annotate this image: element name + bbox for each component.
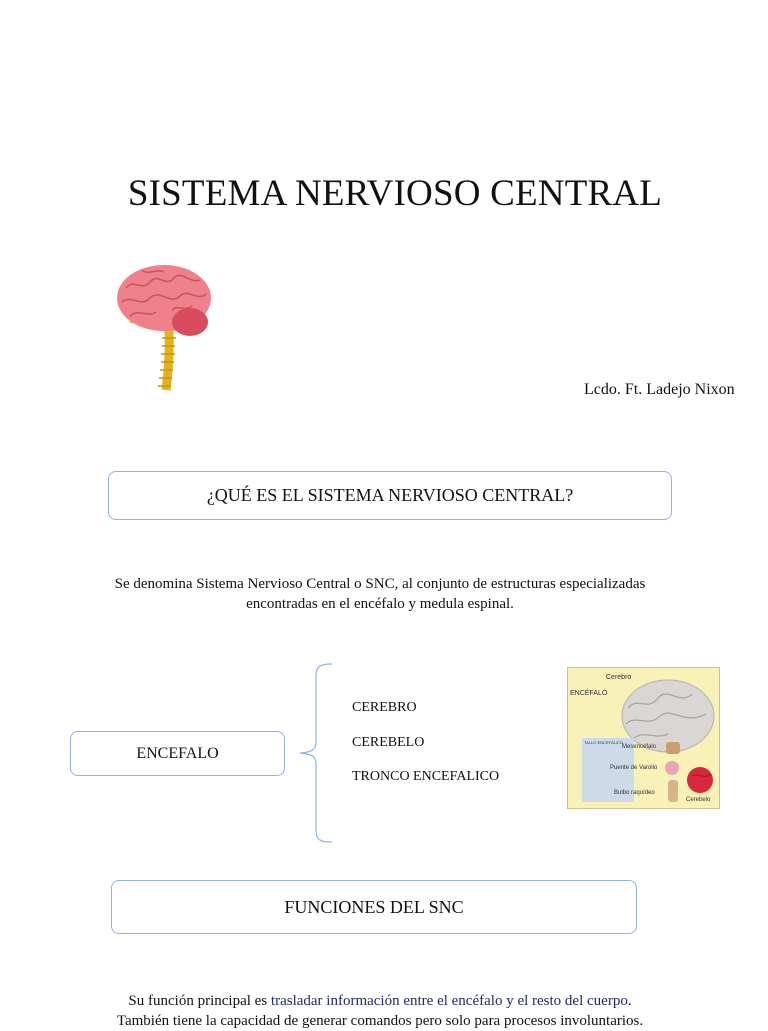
function-line <box>60 991 700 1011</box>
brain-spinal-cord-image <box>112 258 214 394</box>
function-prefix: Su función principal es <box>128 993 271 1009</box>
encefalo-diagram-image <box>567 667 720 809</box>
list-item: CEREBELO <box>352 735 425 750</box>
list-item: TRONCO ENCEFALICO <box>352 769 500 784</box>
figure-label-cerebro: Cerebro <box>606 674 632 681</box>
page-title: SISTEMA NERVIOSO CENTRAL <box>127 173 663 214</box>
figure-label-mesencefalo: Mesencéfalo <box>622 744 657 750</box>
definition-line: encontradas en el encéfalo y medula espinal. <box>246 596 514 612</box>
figure-label-cerebelo: Cerebelo <box>686 797 711 803</box>
cerebellum-shape <box>172 308 208 336</box>
figure-label-bulbo: Bulbo raquídeo <box>614 790 655 796</box>
definition-text <box>90 574 670 614</box>
funciones-box <box>111 880 637 934</box>
list-item: CEREBRO <box>352 700 417 715</box>
left-brace <box>296 662 336 844</box>
encefalo-label: ENCEFALO <box>136 744 219 762</box>
figure-label-encefalo: ENCÉFALO <box>570 690 608 697</box>
function-line: También tiene la capacidad de generar comandos pero solo para procesos involuntarios. <box>116 1013 644 1029</box>
function-highlight: trasladar información entre el encéfalo y el resto del cuerpo <box>270 993 628 1009</box>
definition-line: Se denomina Sistema Nervioso Central o SNC, al conjunto de estructuras especializadas <box>114 576 646 592</box>
figure-label-puente: Puente de Varolio <box>610 765 658 771</box>
figure-label-tronco: TALLO ENCEFÁLICO <box>584 740 624 745</box>
funciones-label: FUNCIONES DEL SNC <box>284 896 464 917</box>
function-suffix: . <box>627 993 632 1009</box>
function-text <box>60 991 700 1031</box>
encefalo-illustration <box>568 668 719 808</box>
question-label: ¿QUÉ ES EL SISTEMA NERVIOSO CENTRAL? <box>206 485 574 505</box>
encefalo-box <box>70 731 285 776</box>
question-box <box>108 471 672 520</box>
author-name: Lcdo. Ft. Ladejo Nixon <box>584 381 735 398</box>
